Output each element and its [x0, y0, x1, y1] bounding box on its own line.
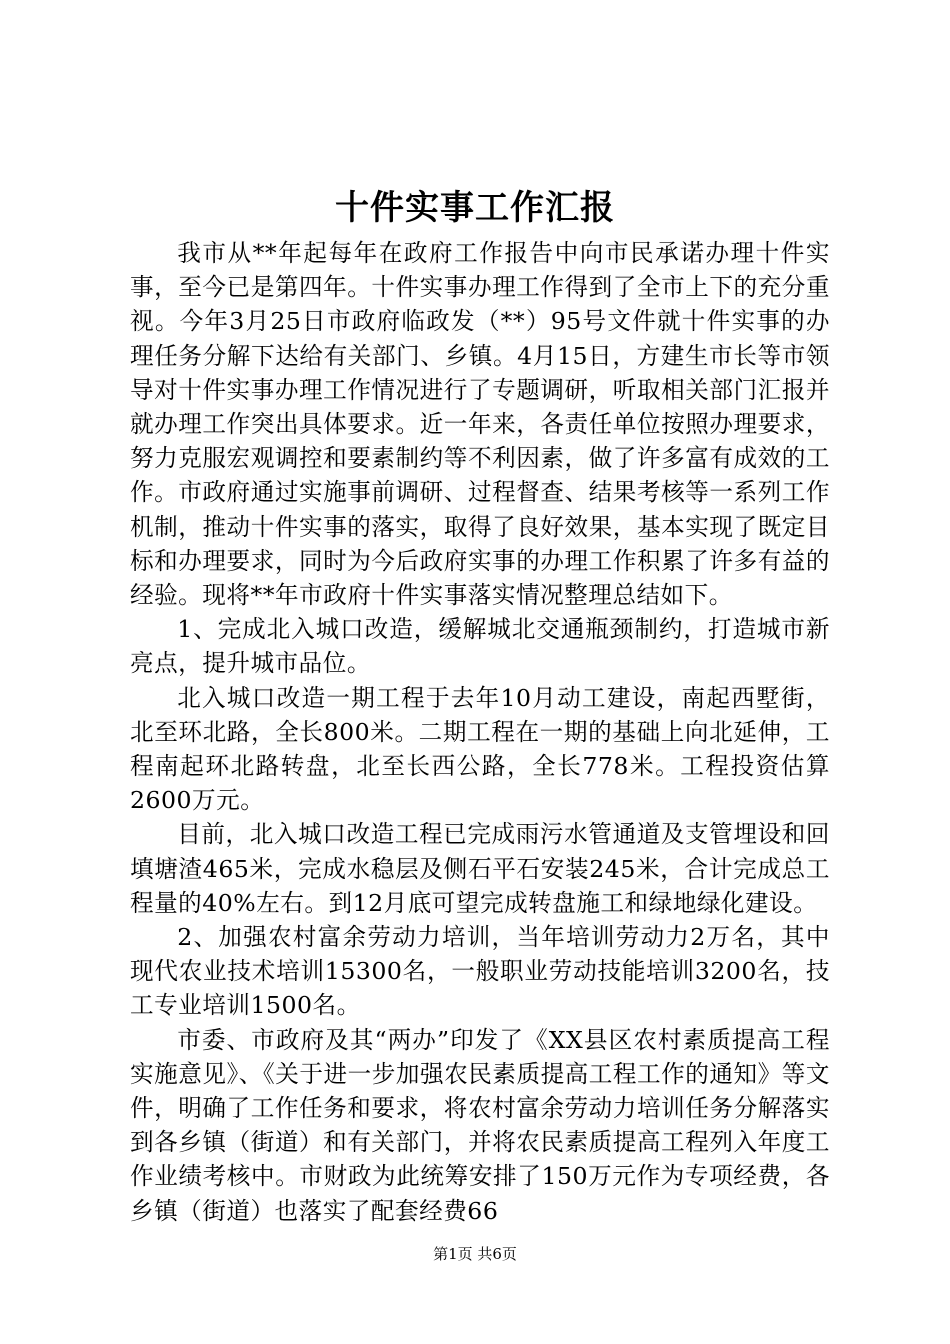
paragraph-item-2-heading: 2、加强农村富余劳动力培训，当年培训劳动力2万名，其中现代农业技术培训15300名，一般职业劳动技能培训3200名，技工专业培训1500名。: [130, 923, 830, 1020]
paragraph-item-1-project: 北入城口改造一期工程于去年10月动工建设，南起西墅街，北至环北路，全长800米。二期工程在一期的基础上向北延伸，工程南起环北路转盘，北至长西公路，全长778米。工程投资估算2600万元。: [130, 683, 830, 815]
paragraph-item-1-progress: 目前，北入城口改造工程已完成雨污水管通道及支管埋设和回填塘渣465米，完成水稳层及侧石平石安装245米，合计完成总工程量的40%左右。到12月底可望完成转盘施工和绿地绿化建设。: [130, 820, 830, 917]
document-body: [130, 236, 830, 1228]
paragraph-item-2-measures: 市委、市政府及其“两办”印发了《XX县区农村素质提高工程实施意见》、《关于进一步加强农民素质提高工程工作的通知》等文件，明确了工作任务和要求，将农村富余劳动力培训任务分解落实到各乡镇（街道）和有关部门，并将农民素质提高工程列入年度工作业绩考核中。市财政为此统筹安排了150万元作为专项经费，各乡镇（街道）也落实了配套经费66: [130, 1025, 830, 1225]
paragraph-intro: 我市从**年起每年在政府工作报告中向市民承诺办理十件实事，至今已是第四年。十件实事办理工作得到了全市上下的充分重视。今年3月25日市政府临政发（**）95号文件就十件实事的办理任务分解下达给有关部门、乡镇。4月15日，方建生市长等市领导对十件实事办理工作情况进行了专题调研，听取相关部门汇报并就办理工作突出具体要求。近一年来，各责任单位按照办理要求，努力克服宏观调控和要素制约等不利因素，做了许多富有成效的工作。市政府通过实施事前调研、过程督查、结果考核等一系列工作机制，推动十件实事的落实，取得了良好效果，基本实现了既定目标和办理要求，同时为今后政府实事的办理工作积累了许多有益的经验。现将**年市政府十件实事落实情况整理总结如下。: [130, 239, 830, 610]
page-footer: 第1页 共6页: [433, 1245, 517, 1263]
paragraph-item-1-heading: 1、完成北入城口改造，缓解城北交通瓶颈制约，打造城市新亮点，提升城市品位。: [130, 615, 830, 678]
document-title: 十件实事工作汇报: [335, 188, 615, 228]
